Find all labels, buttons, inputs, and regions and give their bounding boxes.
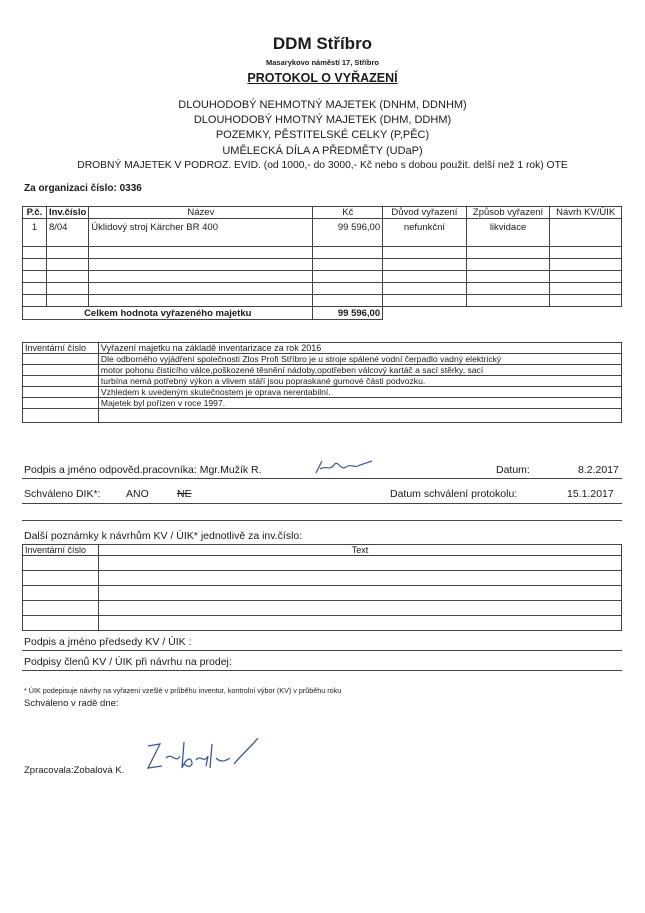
approved-label: Schváleno DIK*: bbox=[24, 488, 101, 500]
inventory-row bbox=[23, 343, 622, 354]
table-row bbox=[23, 616, 622, 631]
processed-by: Zpracovala:Zobalová K. bbox=[24, 765, 125, 776]
table-row bbox=[23, 571, 622, 586]
table-row bbox=[23, 219, 622, 247]
cell-nazev: Úklidový stroj Kärcher BR 400 bbox=[89, 219, 313, 247]
inventory-box bbox=[22, 342, 622, 423]
assets-header-row bbox=[23, 207, 622, 219]
col-navrh: Návrh KV/ÚIK bbox=[550, 207, 622, 219]
col-kc: Kč bbox=[313, 207, 383, 219]
org-name: DDM Stříbro bbox=[272, 34, 373, 53]
signature-mark bbox=[312, 455, 382, 479]
date-value: 8.2.2017 bbox=[578, 464, 619, 476]
chair-sign-label: Podpis a jméno předsedy KV / ÚIK : bbox=[24, 636, 192, 648]
notes-header-row bbox=[23, 545, 622, 556]
signature-mark bbox=[142, 734, 262, 778]
col-inv: Inv.číslo bbox=[46, 207, 88, 219]
table-row bbox=[23, 601, 622, 616]
inventory-line-4: turbína nemá potřebný výkon a vlivem stáří jsou popraskané gumové části podvozku. bbox=[98, 376, 621, 387]
col-pc: P.č. bbox=[23, 207, 47, 219]
divider bbox=[22, 670, 622, 671]
inventory-line-2: Dle odborného vyjádření společnosti Zlos Profi Stříbro je u stroje spálené vodní čerpadlo vadný elektrický bbox=[98, 354, 621, 365]
table-row bbox=[23, 259, 622, 271]
col-duvod: Důvod vyřazení bbox=[383, 207, 467, 219]
members-sign-label: Podpisy členů KV / ÚIK při návrhu na prodej: bbox=[24, 656, 232, 668]
approval-date-label: Datum schválení protokolu: bbox=[390, 488, 518, 500]
cell-kc: 99 596,00 bbox=[313, 219, 383, 247]
inventory-line-1: Vyřazení majetku na základě inventarizace za rok 2016 bbox=[98, 343, 621, 354]
notes-table bbox=[22, 544, 622, 631]
table-row bbox=[23, 295, 622, 307]
prepared-by-label: Podpis a jméno odpověd.pracovníka: Mgr.Mužík R. bbox=[24, 464, 262, 476]
category-dhm: DLOUHODOBÝ HMOTNÝ MAJETEK (DHM, DDHM) bbox=[193, 114, 452, 126]
approved-in-council: Schváleno v radě dne: bbox=[24, 698, 119, 709]
notes-col-text: Text bbox=[98, 545, 621, 556]
inventory-line-6: Majetek byl pořízen v roce 1997. bbox=[98, 398, 621, 409]
col-zpusob: Způsob vyřazení bbox=[466, 207, 550, 219]
approved-yes: ANO bbox=[126, 488, 149, 500]
divider bbox=[22, 650, 622, 651]
notes-col-inv: Inventární číslo bbox=[23, 545, 99, 556]
cell-pc: 1 bbox=[23, 219, 47, 247]
table-row bbox=[23, 271, 622, 283]
table-row bbox=[23, 247, 622, 259]
category-udap: UMĚLECKÁ DÍLA A PŘEDMĚTY (UDaP) bbox=[222, 145, 423, 157]
approved-no: NE bbox=[177, 488, 192, 500]
divider bbox=[22, 478, 622, 479]
footnote: * ÚIK podepisuje návrhy na vyřazení vzešlé v průběhu inventur, kontrolní výbor (KV) v průběhu roku bbox=[24, 686, 342, 695]
col-nazev: Název bbox=[89, 207, 313, 219]
processed-signature bbox=[142, 734, 262, 778]
inventory-line-3: motor pohonu čistícího válce,poškozené těsnění nádoby,opotřeben válcový kartáč a sací stěrky, sací bbox=[98, 365, 621, 376]
table-row bbox=[23, 556, 622, 571]
total-row bbox=[23, 307, 622, 320]
date-label: Datum: bbox=[496, 464, 530, 476]
approval-date-value: 15.1.2017 bbox=[567, 488, 614, 500]
inventory-label: Inventární číslo bbox=[23, 343, 99, 354]
inventory-line-5: Vzhledem k uvedeným skutečnostem je oprava nerentabilní. bbox=[98, 387, 621, 398]
divider bbox=[22, 520, 622, 521]
category-pozemky: POZEMKY, PĚSTITELSKÉ CELKY (P,PĚC) bbox=[215, 129, 430, 141]
table-row bbox=[23, 586, 622, 601]
org-address: Masarykovo náměstí 17, Stříbro bbox=[266, 58, 379, 67]
cell-duvod: nefunkční bbox=[383, 219, 467, 247]
assets-table bbox=[22, 206, 622, 320]
notes-title: Další poznámky k návrhům KV / ÚIK* jednotlivě za inv.číslo: bbox=[24, 530, 303, 542]
document-title: PROTOKOL O VYŘAZENÍ bbox=[247, 71, 398, 85]
category-drobny: DROBNÝ MAJETEK V PODROZ. EVID. (od 1000,- do 3000,- Kč nebo s dobou použit. delší než 1 rok) OTE bbox=[77, 160, 568, 171]
category-dnhm: DLOUHODOBÝ NEHMOTNÝ MAJETEK (DNHM, DDNHM) bbox=[178, 99, 467, 111]
org-number: Za organizaci číslo: 0336 bbox=[24, 183, 142, 194]
table-row bbox=[23, 283, 622, 295]
total-value: 99 596,00 bbox=[313, 307, 383, 320]
cell-inv: 8/04 bbox=[46, 219, 88, 247]
cell-zpusob: likvidace bbox=[466, 219, 550, 247]
divider bbox=[22, 503, 622, 504]
total-label: Celkem hodnota vyřazeného majetku bbox=[23, 307, 313, 320]
prepared-signature bbox=[312, 455, 382, 479]
cell-navrh bbox=[550, 219, 622, 247]
